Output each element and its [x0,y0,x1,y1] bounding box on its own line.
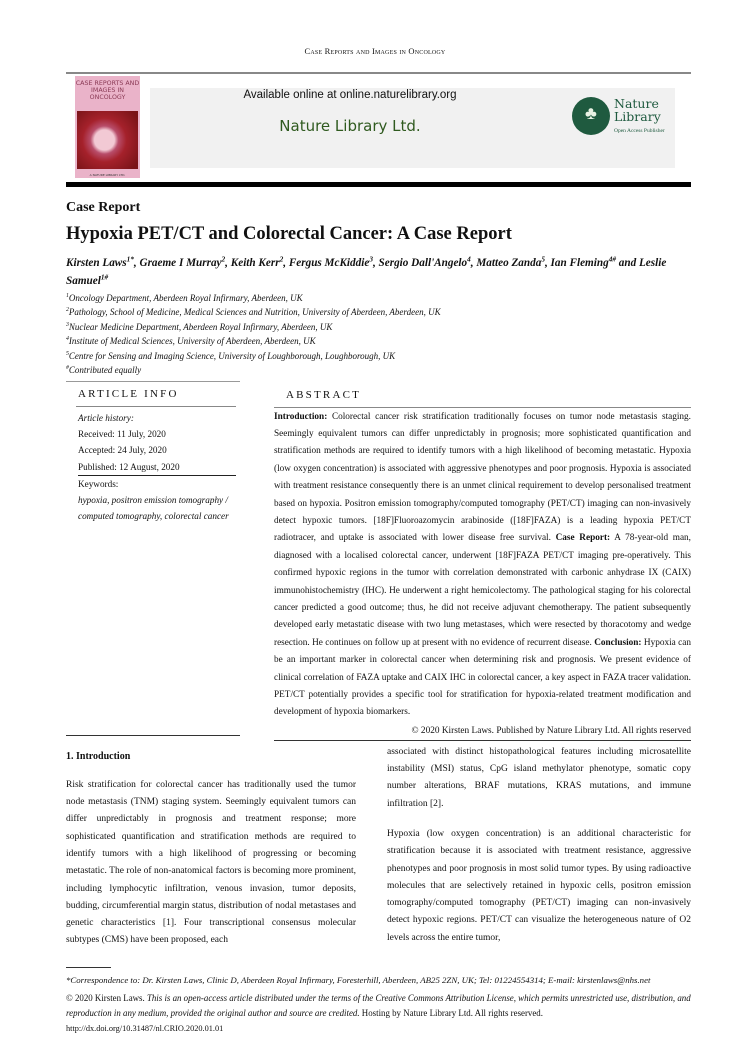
author-affiliation-mark: 2 [279,255,284,264]
abstract-text [274,409,691,722]
intro-text: Colorectal cancer risk stratification traditionally focuses on tumor node metastasis staging. Seemingly equivalent tumors can differ unpredictably in prognosis; more sophisticated quantification and stratification methods are required to identify tumors with a high likelihood of becoming metastatic. Hypoxia (low oxygen concentration) is associated with aggressive phenotypes and poor prognosis. Hypoxia is associated with treatment resistance consequently there is an unmet clinical requirement to develop personalised treatment based on hypoxia. Positron emission tomography/computed tomography (PET/CT) imaging can non-invasively detect hypoxic tumors. [18F]Fluoroazomycin arabinoside ([18F]FAZA) is a leading hypoxia PET/CT radiotracer, and uptake is associated with lower disease free survival. [274,411,691,544]
article-info-column [66,381,240,524]
license-text [66,991,691,1044]
affiliation: $^1$Oncology Department, Aberdeen Royal Infirmary, Aberdeen, UK [66,293,303,303]
paragraph: Risk stratification for colorectal cancer has traditionally used the tumor node metastasis (TNM) staging system. Seemingly equivalent tumors can differ unpredictably in prognosis and treatment response; more sophisticated quantification and stratification methods are required to identify tumors with a high likelihood of progressing or becoming metastatic. The role of non-anatomical factors is becoming more prominent, including lymphocytic infiltration, venous invasion, tumor deposits, budding, circumferential margin status, distribution of nodal metastases and genetic characteristics [1]. Four transcriptional consensus molecular subtypes (CMS) have been proposed, each [66,779,356,946]
body-columns [66,740,691,963]
available-online-text: Available online at online.naturelibrary.org [243,89,457,101]
footnote-rule [66,967,111,968]
abstract-copyright: © 2020 Kirsten Laws. Published by Nature Library Ltd. All rights reserved [274,724,691,741]
paragraph: associated with distinct histopathological features including microsatellite instability (MSI) status, CpG island methylator phenotype, somatic copy number alterations, BRAF mutations, KRAS mutations, and immune infiltration [2]. [387,746,691,809]
abstract-column [274,381,691,741]
author-name: Leslie Samuel$^{1\#}$ [66,257,667,287]
doi-link[interactable]: http://dx.doi.org/10.31487/nl.CRIO.2020.01.01 [66,1024,224,1034]
body-left-column [66,740,356,963]
article-title: Hypoxia PET/CT and Colorectal Cancer: A Case Report [66,224,512,244]
article-body [66,0,691,1044]
author-list: Kirsten Laws$^{1*}$, Graeme I Murray$^2$, Keith Kerr$^2$, Fergus McKiddie$^3$, Sergio Dall'Angelo$^4$, Matteo Zanda$^5$, Ian Fleming$^{4\#}$ and Leslie Samuel$^{1\#}$ [66,255,667,287]
affiliation: $^2$Pathology, School of Medicine, Medical Sciences and Nutrition, University of Aberdeen, Aberdeen, UK [66,307,441,318]
published-date: Published: 12 August, 2020 [78,461,180,472]
hosting-statement: Hosting by Nature Library Ltd. All rights reserved. [361,1008,543,1019]
accepted-date: Accepted: 24 July, 2020 [78,445,167,456]
publisher-name: Nature Library Ltd. [279,117,421,135]
paragraph: Hypoxia (low oxygen concentration) is an additional characteristic for stratification because it is associated with treatment resistance, aggressive phenotypes and poor prognosis in most solid tumor types. By using radioactive molecules that are selectively retained in hypoxic cells, positron emission tomography/computed tomography (PET/CT) imaging can non-invasively detect hypoxic regions. PET/CT can visualize the heterogeneous nature of O2 levels across the entire tumor, [387,829,691,943]
affiliation: #Contributed equally [66,365,142,376]
author-name: Fergus McKiddie$^3$ [288,255,373,269]
license-statement: This is an open-access article distributed under the terms of the Creative Commons Attribution License, which permits unrestricted use, distribution, and reproduction in any medium, provided the original author and source are credited. [66,993,691,1019]
author-name: Keith Kerr$^2$ [230,255,284,269]
copyright-owner: © 2020 Kirsten Laws. [66,993,145,1004]
case-label: Case Report: [555,533,611,544]
received-date: Received: 11 July, 2020 [78,429,166,440]
author-affiliation-mark: 5 [541,255,545,264]
author-name: Matteo Zanda$^5$ [476,255,545,269]
conclusion-label: Conclusion: [594,637,642,648]
abstract-heading: ABSTRACT [286,388,362,401]
article-type: Case Report [66,200,141,215]
author-affiliation-mark: 4 [467,255,471,264]
section-heading-introduction: 1. Introduction [66,750,131,762]
conclusion-text: Hypoxia can be an important marker in colorectal cancer when determining risk and prognosis. We present evidence of clinical correlation of FAZA uptake and CAIX IHC in colorectal cancer, a key aspect in FAZA tracer validation. PET/CT potentially provides a specific tool for stratification for hypoxia-related treatment modification and development of hypoxia biomarkers. [274,637,691,718]
tree-book-logo-icon: ♣ [572,97,610,135]
article-info-heading: ARTICLE INFO [78,388,179,400]
history-label: Article history: [78,413,134,423]
info-bottom-rule [66,735,240,736]
article-info [78,410,236,524]
author-name: Sergio Dall'Angelo$^4$ [378,255,471,269]
logo-name: Nature Library [614,96,661,124]
running-header: Case Reports and Images in Oncology [304,46,446,56]
author-name: Kirsten Laws$^{1*}$ [66,255,134,269]
affiliation: $^3$Nuclear Medicine Department, Aberdeen Royal Infirmary, Aberdeen, UK [66,321,333,332]
logo-tagline: Open Access Publisher [614,128,665,134]
author-affiliation-mark: 4# [608,255,616,264]
author-affiliation-mark: 2 [221,255,226,264]
case-text: A 78-year-old man, diagnosed with a localised colorectal cancer, underwent [18F]FAZA PET/CT imaging pre-operatively. This confirmed hypoxic regions in the tumor with correlation demonstrated with carbonic anhydrase IX (CAIX) immunohistochemistry (IHC). He underwent a right hemicolectomy. The pathological staging for his colorectal cancer predicted a good outcome; thus, he did not receive adjuvant chemotherapy. The patient subsequently developed early metastatic disease with two lung metastases, which were resected by thoracotomy and wedge resection. He continues on follow up at present with no evidence of recurrent disease. [274,533,691,648]
keywords-label: Keywords: [78,475,236,492]
front-matter [66,381,691,741]
keywords: hypoxia, positron emission tomography / computed tomography, colorectal cancer [78,495,229,522]
affiliation: $^4$Institute of Medical Sciences, University of Aberdeen, Aberdeen, UK [66,336,316,347]
affiliation: $^5$Centre for Sensing and Imaging Science, University of Loughborough, Loughborough, UK [66,350,396,361]
author-affiliation-mark: 1* [126,255,134,264]
correspondence-footnote: *Correspondence to: Dr. Kirsten Laws, Clinic D, Aberdeen Royal Infirmary, Foresterhill, Aberdeen, AB25 2ZN, UK; Tel: 01224554314; E-mail: kirstenlaws@nhs.net [66,974,651,985]
author-affiliation-mark: 1# [100,273,109,282]
info-rule [76,406,236,407]
cover-title: CASE REPORTS AND IMAGES IN ONCOLOGY [75,80,140,101]
author-affiliation-mark: 3 [369,255,373,264]
cover-footer: A NATURE LIBRARY LTD. [89,173,126,177]
author-name: Ian Fleming$^{4\#}$ [550,255,616,269]
abstract-rule [274,407,691,408]
intro-label: Introduction: [274,411,328,422]
author-name: Graeme I Murray$^2$ [139,255,226,269]
body-right-column [387,740,691,963]
